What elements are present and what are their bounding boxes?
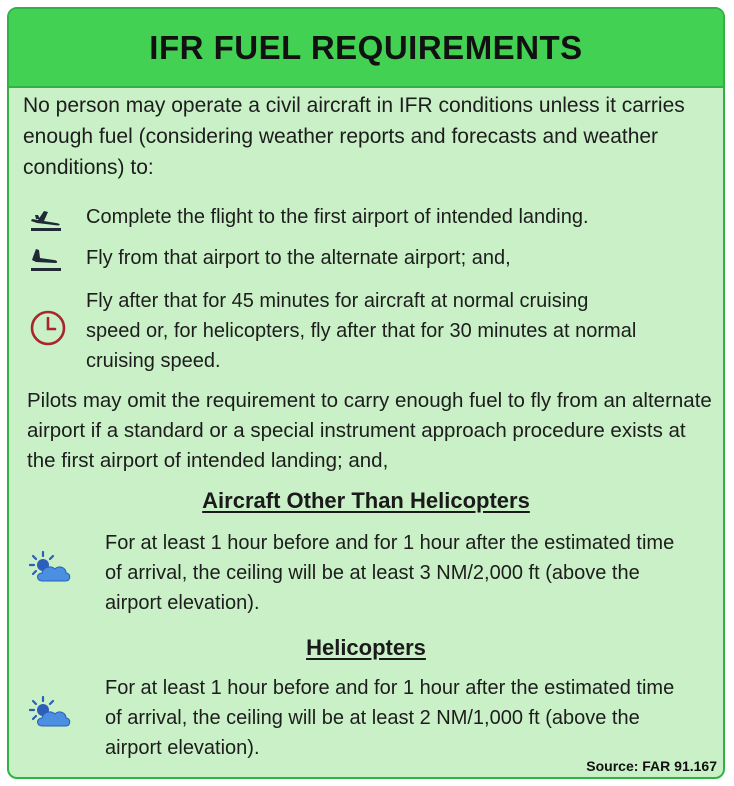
header-bar <box>9 9 723 88</box>
section-text: For at least 1 hour before and for 1 hour after the estimated time of arrival, the ceiling will be at least 3 NM/2,000 ft (above the airport elevation). <box>105 532 675 614</box>
requirement-item <box>27 282 717 376</box>
section-heading: Aircraft Other Than Helicopters <box>202 488 530 513</box>
source-citation: Source: FAR 91.167 <box>586 758 717 774</box>
page-title: IFR FUEL REQUIREMENTS <box>149 28 583 66</box>
airplane-takeoff-icon <box>27 202 65 241</box>
section-heading: Helicopters <box>306 635 426 660</box>
section-item <box>29 669 719 761</box>
requirement-text: Fly from that airport to the alternate airport; and, <box>86 247 511 269</box>
airplane-landing-icon <box>27 243 65 282</box>
requirement-text: Complete the flight to the first airport of intended landing. <box>86 206 589 228</box>
requirement-text: Fly after that for 45 minutes for aircraft at normal cruising speed or, for helicopters, fly after that for 30 minutes at normal cruising speed. <box>86 290 637 372</box>
requirement-item <box>27 241 717 275</box>
partly-sunny-icon <box>29 550 73 595</box>
section-text: For at least 1 hour before and for 1 hour after the estimated time of arrival, the ceiling will be at least 2 NM/1,000 ft (above the airport elevation). <box>105 677 675 759</box>
requirement-item <box>27 200 717 234</box>
section-item <box>29 524 719 616</box>
exception-paragraph: Pilots may omit the requirement to carry enough fuel to fly from an alternate airport if a standard or a special instrument approach procedure exists at the first airport of intended landing; and, <box>27 389 712 472</box>
partly-sunny-icon <box>29 695 73 740</box>
intro-paragraph: No person may operate a civil aircraft in IFR conditions unless it carries enough fuel (considering weather reports and forecasts and weather conditions) to: <box>23 94 685 179</box>
fuel-requirements-card <box>7 7 725 779</box>
clock-icon <box>28 308 68 357</box>
